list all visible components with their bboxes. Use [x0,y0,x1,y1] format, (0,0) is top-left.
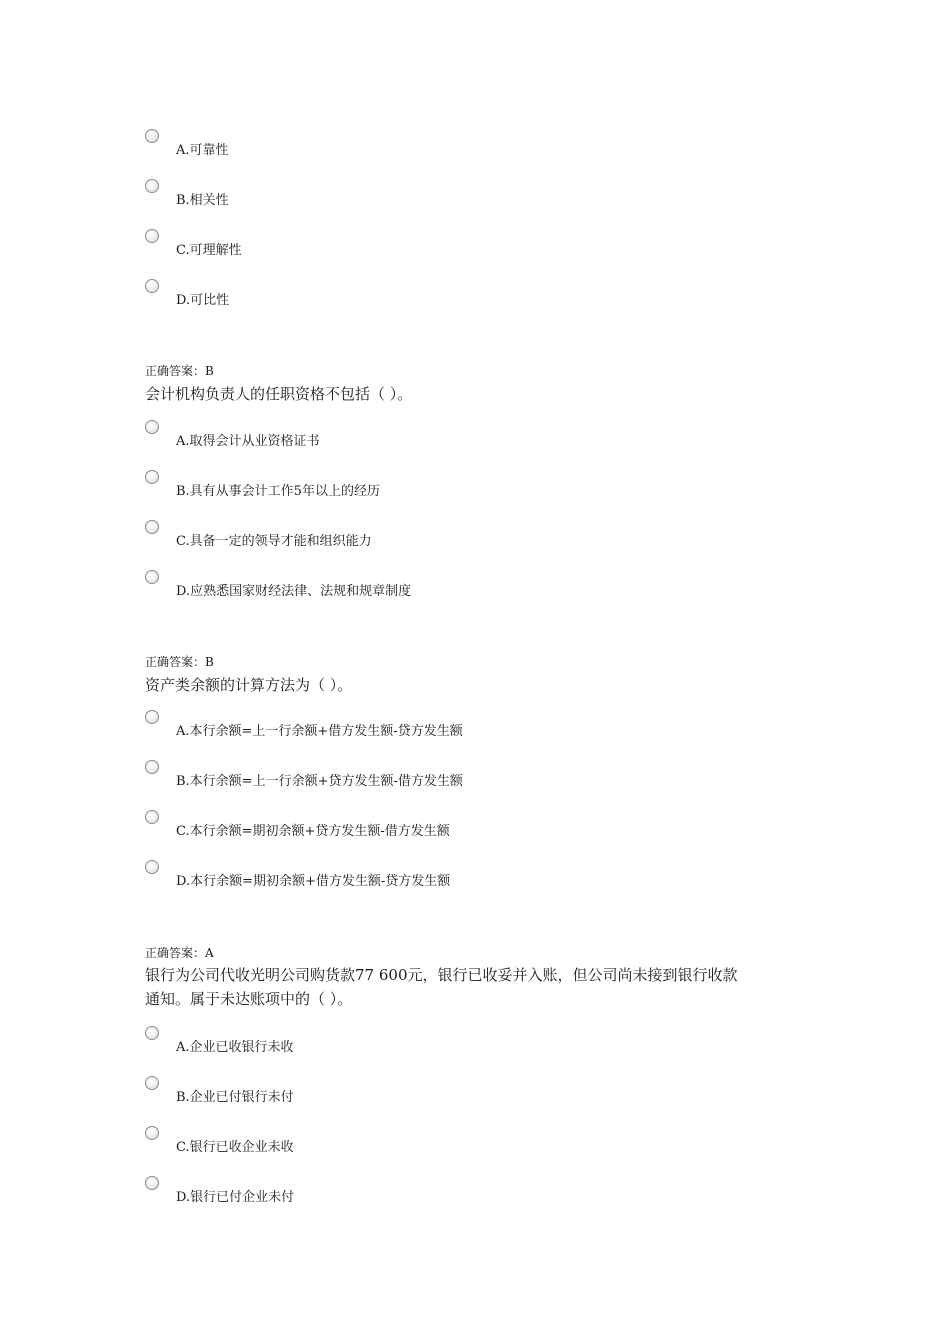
option-row[interactable] [145,279,825,329]
option-label: D.可比性 [176,293,230,308]
option-label: A.本行余额=上一行余额+借方发生额-贷方发生额 [176,724,463,739]
option-label: D.银行已付企业未付 [176,1190,295,1205]
correct-answer: 正确答案：A [145,946,214,960]
radio-button[interactable] [145,1026,159,1040]
option-label: B.具有从事会计工作5年以上的经历 [176,484,380,499]
option-label: B.企业已付银行未付 [176,1090,294,1105]
option-row[interactable] [145,1176,825,1226]
option-label: A.取得会计从业资格证书 [176,434,320,449]
option-label: A.可靠性 [176,143,229,158]
question-text: 会计机构负责人的任职资格不包括（ ）。 [145,385,413,403]
option-label: A.企业已收银行未收 [176,1040,294,1055]
radio-button[interactable] [145,420,159,434]
option-label: D.本行余额=期初余额+借方发生额-贷方发生额 [176,874,451,889]
question-2-options [145,420,825,620]
radio-button[interactable] [145,570,159,584]
radio-button[interactable] [145,520,159,534]
option-row[interactable] [145,860,825,910]
radio-button[interactable] [145,229,159,243]
correct-answer: 正确答案：B [145,655,214,669]
radio-button[interactable] [145,810,159,824]
option-row[interactable] [145,810,825,860]
option-label: C.可理解性 [176,243,242,258]
option-label: C.具备一定的领导才能和组织能力 [176,534,372,549]
option-row[interactable] [145,179,825,229]
question-text: 资产类余额的计算方法为（ ）。 [145,676,353,694]
question-1-options [145,129,825,329]
option-row[interactable] [145,129,825,179]
question-2-header [145,363,825,403]
option-row[interactable] [145,229,825,279]
radio-button[interactable] [145,1176,159,1190]
radio-button[interactable] [145,179,159,193]
radio-button[interactable] [145,1126,159,1140]
radio-button[interactable] [145,470,159,484]
radio-button[interactable] [145,279,159,293]
radio-button[interactable] [145,760,159,774]
option-row[interactable] [145,420,825,470]
option-row[interactable] [145,470,825,520]
option-row[interactable] [145,520,825,570]
correct-answer: 正确答案：B [145,364,214,378]
question-text-line-1: 银行为公司代收光明公司购货款77 600元，银行已收妥并入账，但公司尚未接到银行收款 [145,966,738,984]
option-row[interactable] [145,1126,825,1176]
question-text-line-2: 通知。属于未达账项中的（ ）。 [145,990,353,1008]
question-4-header [145,945,825,1015]
option-row[interactable] [145,710,825,760]
radio-button[interactable] [145,710,159,724]
option-row[interactable] [145,570,825,620]
question-4-options [145,1026,825,1226]
radio-button[interactable] [145,860,159,874]
option-label: B.相关性 [176,193,229,208]
question-3-options [145,710,825,910]
option-row[interactable] [145,1076,825,1126]
radio-button[interactable] [145,1076,159,1090]
option-label: D.应熟悉国家财经法律、法规和规章制度 [176,584,412,599]
question-3-header [145,654,825,694]
option-label: B.本行余额=上一行余额+贷方发生额-借方发生额 [176,774,463,789]
option-label: C.本行余额=期初余额+贷方发生额-借方发生额 [176,824,450,839]
option-label: C.银行已收企业未收 [176,1140,294,1155]
radio-button[interactable] [145,129,159,143]
option-row[interactable] [145,1026,825,1076]
option-row[interactable] [145,760,825,810]
